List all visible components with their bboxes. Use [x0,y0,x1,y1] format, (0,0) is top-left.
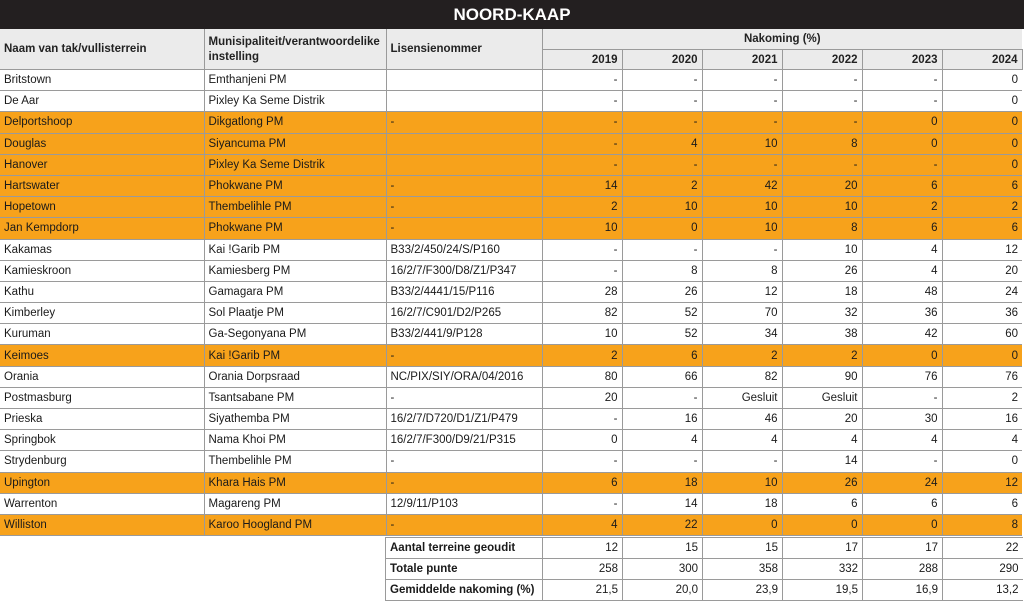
site-name: Hanover [0,154,204,175]
compliance-value: - [622,112,702,133]
compliance-value: 12 [942,239,1022,260]
license-cell: B33/2/4441/15/P116 [386,281,542,302]
summary-value: 288 [863,559,943,580]
compliance-value: - [542,493,622,514]
site-name: Kakamas [0,239,204,260]
summary-value: 22 [943,538,1023,559]
municipality-cell: Phokwane PM [204,175,386,196]
table-row [0,197,1022,218]
compliance-value: 0 [862,133,942,154]
year-header: 2022 [782,50,862,70]
license-cell: - [386,387,542,408]
year-header: 2023 [862,50,942,70]
compliance-value: 8 [782,133,862,154]
site-name: Delportshoop [0,112,204,133]
compliance-value: - [702,70,782,91]
compliance-value: 36 [862,303,942,324]
site-name: De Aar [0,91,204,112]
compliance-value: 10 [702,472,782,493]
compliance-value: 6 [862,493,942,514]
license-cell: 16/2/7/F300/D9/21/P315 [386,430,542,451]
compliance-value: 60 [942,324,1022,345]
summary-value: 21,5 [543,580,623,601]
compliance-value: 6 [942,493,1022,514]
table-row [0,430,1022,451]
site-name: Hopetown [0,197,204,218]
header-license: Lisensienommer [386,29,542,70]
compliance-value: 10 [782,239,862,260]
compliance-value: 0 [942,112,1022,133]
summary-table [385,537,1023,601]
compliance-value: 6 [622,345,702,366]
license-cell: 16/2/7/C901/D2/P265 [386,303,542,324]
summary-value: 17 [863,538,943,559]
license-cell [386,154,542,175]
compliance-value: 28 [542,281,622,302]
compliance-value: 10 [542,218,622,239]
summary-value: 300 [623,559,703,580]
compliance-value: 2 [542,345,622,366]
compliance-value: 20 [782,409,862,430]
license-cell: B33/2/450/24/S/P160 [386,239,542,260]
compliance-value: 6 [542,472,622,493]
table-row [0,260,1022,281]
compliance-value: 24 [862,472,942,493]
compliance-value: - [622,239,702,260]
compliance-value: 4 [862,239,942,260]
compliance-value: 24 [942,281,1022,302]
compliance-value: 6 [942,175,1022,196]
compliance-value: 82 [542,303,622,324]
license-cell: B33/2/441/9/P128 [386,324,542,345]
license-cell: 16/2/7/D720/D1/Z1/P479 [386,409,542,430]
compliance-value: - [622,91,702,112]
compliance-value: 16 [942,409,1022,430]
municipality-cell: Nama Khoi PM [204,430,386,451]
compliance-value: 10 [702,133,782,154]
compliance-value: 4 [622,430,702,451]
license-cell: - [386,218,542,239]
municipality-cell: Dikgatlong PM [204,112,386,133]
license-cell: 12/9/11/P103 [386,493,542,514]
table-row [0,303,1022,324]
compliance-value: 70 [702,303,782,324]
compliance-value: 82 [702,366,782,387]
license-cell: NC/PIX/SIY/ORA/04/2016 [386,366,542,387]
summary-value: 17 [783,538,863,559]
compliance-value: 0 [702,514,782,535]
compliance-value: 4 [862,260,942,281]
header-municipality: Munisipaliteit/verantwoordelike instelling [204,29,386,70]
compliance-value: 26 [622,281,702,302]
year-header: 2021 [702,50,782,70]
table-row [0,133,1022,154]
municipality-cell: Sol Plaatje PM [204,303,386,324]
compliance-value: Gesluit [782,387,862,408]
table-row [0,493,1022,514]
municipality-cell: Tsantsabane PM [204,387,386,408]
compliance-value: - [782,154,862,175]
municipality-cell: Pixley Ka Seme Distrik [204,91,386,112]
compliance-value: - [782,70,862,91]
summary-label: Gemiddelde nakoming (%) [386,580,543,601]
license-cell [386,70,542,91]
municipality-cell: Orania Dorpsraad [204,366,386,387]
table-row [0,239,1022,260]
license-cell [386,91,542,112]
compliance-value: 80 [542,366,622,387]
table-row [0,472,1022,493]
municipality-cell: Magareng PM [204,493,386,514]
compliance-value: 30 [862,409,942,430]
compliance-value: 8 [942,514,1022,535]
compliance-value: 4 [622,133,702,154]
year-header: 2024 [942,50,1022,70]
summary-value: 20,0 [623,580,703,601]
compliance-value: 90 [782,366,862,387]
municipality-cell: Kai !Garib PM [204,345,386,366]
compliance-value: 10 [622,197,702,218]
compliance-value: - [862,70,942,91]
compliance-value: 48 [862,281,942,302]
summary-value: 332 [783,559,863,580]
summary-value: 290 [943,559,1023,580]
summary-value: 15 [623,538,703,559]
compliance-value: 10 [702,218,782,239]
compliance-value: - [622,154,702,175]
compliance-value: 2 [862,197,942,218]
compliance-value: 20 [542,387,622,408]
table-row [0,218,1022,239]
municipality-cell: Kamiesberg PM [204,260,386,281]
compliance-value: 18 [702,493,782,514]
license-cell [386,133,542,154]
compliance-value: 18 [782,281,862,302]
compliance-value: 8 [702,260,782,281]
compliance-value: 42 [862,324,942,345]
compliance-value: 26 [782,472,862,493]
compliance-value: 76 [942,366,1022,387]
compliance-value: 52 [622,303,702,324]
table-row [0,451,1022,472]
summary-value: 23,9 [703,580,783,601]
table-row [0,281,1022,302]
compliance-value: 20 [942,260,1022,281]
compliance-value: - [622,387,702,408]
compliance-value: 14 [622,493,702,514]
table-row [0,175,1022,196]
site-name: Kamieskroon [0,260,204,281]
municipality-cell: Thembelihle PM [204,451,386,472]
compliance-value: 4 [942,430,1022,451]
site-name: Kuruman [0,324,204,345]
site-name: Prieska [0,409,204,430]
compliance-value: - [702,239,782,260]
municipality-cell: Ga-Segonyana PM [204,324,386,345]
compliance-value: - [702,112,782,133]
site-name: Springbok [0,430,204,451]
compliance-value: 66 [622,366,702,387]
summary-value: 258 [543,559,623,580]
compliance-value: - [542,154,622,175]
compliance-value: 2 [542,197,622,218]
compliance-value: - [542,70,622,91]
table-row [0,324,1022,345]
compliance-value: 4 [862,430,942,451]
municipality-cell: Thembelihle PM [204,197,386,218]
compliance-value: - [702,154,782,175]
site-name: Orania [0,366,204,387]
compliance-value: - [542,91,622,112]
year-header: 2019 [542,50,622,70]
compliance-value: 0 [942,91,1022,112]
compliance-value: 2 [622,175,702,196]
compliance-value: 52 [622,324,702,345]
compliance-value: - [862,451,942,472]
compliance-value: 10 [702,197,782,218]
compliance-value: 0 [782,514,862,535]
compliance-value: Gesluit [702,387,782,408]
municipality-cell: Pixley Ka Seme Distrik [204,154,386,175]
compliance-value: - [782,91,862,112]
license-cell: - [386,451,542,472]
license-cell: - [386,514,542,535]
site-name: Jan Kempdorp [0,218,204,239]
compliance-value: 0 [942,451,1022,472]
compliance-value: 14 [782,451,862,472]
site-name: Strydenburg [0,451,204,472]
compliance-value: 8 [782,218,862,239]
compliance-value: - [542,112,622,133]
compliance-value: - [542,133,622,154]
compliance-value: - [542,239,622,260]
compliance-value: 6 [782,493,862,514]
compliance-value: 22 [622,514,702,535]
compliance-value: 4 [542,514,622,535]
compliance-value: 12 [942,472,1022,493]
year-header: 2020 [622,50,702,70]
compliance-value: 18 [622,472,702,493]
compliance-value: 76 [862,366,942,387]
table-row [0,387,1022,408]
compliance-value: 0 [862,345,942,366]
compliance-value: - [622,70,702,91]
table-row [0,91,1022,112]
compliance-value: 0 [942,133,1022,154]
license-cell: - [386,472,542,493]
compliance-value: 34 [702,324,782,345]
table-row [0,514,1022,535]
page-title: NOORD-KAAP [0,0,1024,29]
compliance-value: 4 [702,430,782,451]
site-name: Kathu [0,281,204,302]
compliance-value: - [542,451,622,472]
compliance-value: 42 [702,175,782,196]
header-compliance: Nakoming (%) [542,29,1022,50]
compliance-value: 10 [542,324,622,345]
compliance-value: 2 [782,345,862,366]
compliance-value: 14 [542,175,622,196]
compliance-value: - [862,387,942,408]
compliance-value: - [542,260,622,281]
compliance-value: - [622,451,702,472]
summary-value: 358 [703,559,783,580]
municipality-cell: Kai !Garib PM [204,239,386,260]
compliance-value: 16 [622,409,702,430]
table-row [0,345,1022,366]
license-cell: - [386,175,542,196]
summary-value: 15 [703,538,783,559]
compliance-value: 38 [782,324,862,345]
compliance-value: 26 [782,260,862,281]
compliance-value: 0 [542,430,622,451]
site-name: Postmasburg [0,387,204,408]
site-name: Kimberley [0,303,204,324]
municipality-cell: Phokwane PM [204,218,386,239]
compliance-value: 6 [862,218,942,239]
license-cell: - [386,112,542,133]
compliance-value: - [862,154,942,175]
site-name: Douglas [0,133,204,154]
summary-row [386,580,1023,601]
license-cell: - [386,197,542,218]
summary-label: Totale punte [386,559,543,580]
compliance-value: 8 [622,260,702,281]
site-name: Britstown [0,70,204,91]
compliance-value: 2 [702,345,782,366]
compliance-value: - [862,91,942,112]
summary-row [386,559,1023,580]
license-cell: - [386,345,542,366]
site-name: Upington [0,472,204,493]
municipality-cell: Karoo Hoogland PM [204,514,386,535]
compliance-value: 4 [782,430,862,451]
compliance-value: 10 [782,197,862,218]
summary-row [386,538,1023,559]
compliance-value: 46 [702,409,782,430]
compliance-value: - [542,409,622,430]
table-row [0,112,1022,133]
compliance-value: 6 [942,218,1022,239]
municipality-cell: Gamagara PM [204,281,386,302]
site-name: Warrenton [0,493,204,514]
summary-value: 13,2 [943,580,1023,601]
compliance-value: 12 [702,281,782,302]
compliance-value: 0 [622,218,702,239]
table-row [0,70,1022,91]
compliance-value: 0 [862,514,942,535]
compliance-value: - [782,112,862,133]
site-name: Keimoes [0,345,204,366]
municipality-cell: Siyathemba PM [204,409,386,430]
compliance-value: 6 [862,175,942,196]
table-row [0,366,1022,387]
site-name: Williston [0,514,204,535]
table-row [0,154,1022,175]
municipality-cell: Khara Hais PM [204,472,386,493]
summary-value: 19,5 [783,580,863,601]
compliance-value: 2 [942,387,1022,408]
compliance-value: - [702,451,782,472]
compliance-value: 0 [862,112,942,133]
compliance-value: 36 [942,303,1022,324]
summary-label: Aantal terreine geoudit [386,538,543,559]
header-name: Naam van tak/vullisterrein [0,29,204,70]
compliance-value: - [702,91,782,112]
license-cell: 16/2/7/F300/D8/Z1/P347 [386,260,542,281]
table-row [0,409,1022,430]
compliance-value: 32 [782,303,862,324]
compliance-value: 0 [942,345,1022,366]
compliance-value: 0 [942,154,1022,175]
compliance-table [0,29,1023,536]
municipality-cell: Siyancuma PM [204,133,386,154]
compliance-value: 0 [942,70,1022,91]
municipality-cell: Emthanjeni PM [204,70,386,91]
compliance-value: 2 [942,197,1022,218]
summary-value: 12 [543,538,623,559]
site-name: Hartswater [0,175,204,196]
summary-value: 16,9 [863,580,943,601]
compliance-value: 20 [782,175,862,196]
